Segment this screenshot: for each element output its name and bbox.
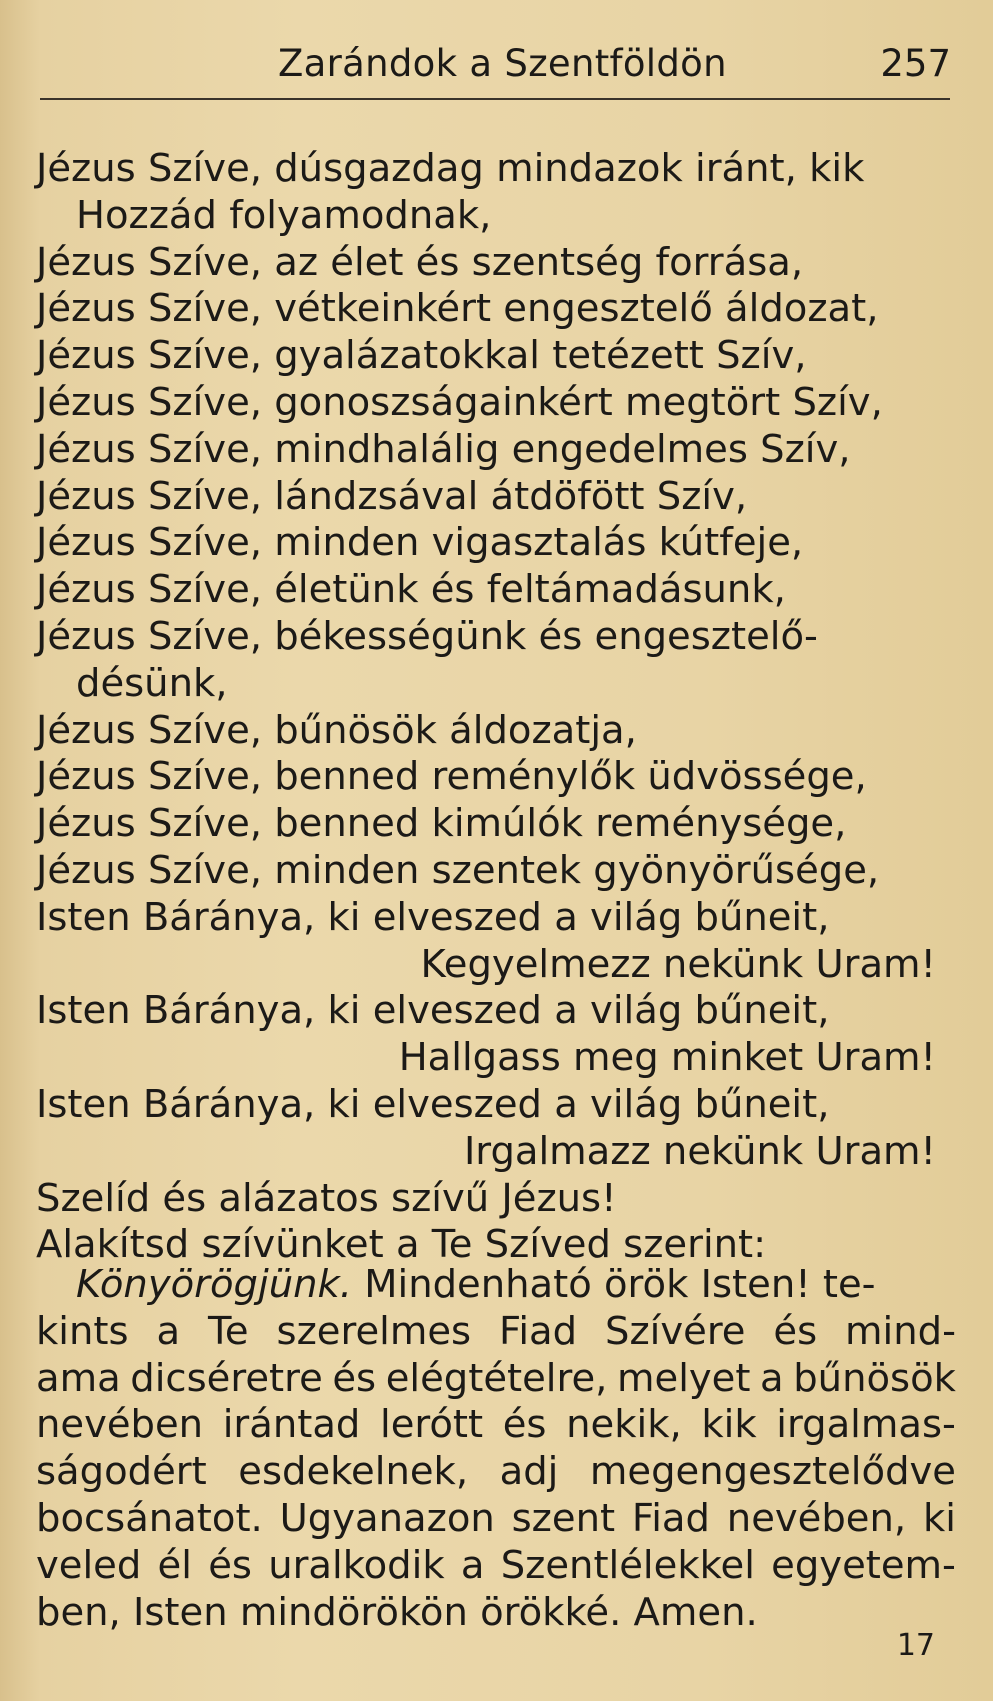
prayer-word: kints [36, 1308, 129, 1354]
prayer-line [36, 1402, 956, 1449]
litany-line: Jézus Szíve, benned kimúlók reménysége, [36, 801, 847, 847]
prayer-word: Szentlélekkel [500, 1542, 755, 1588]
prayer-word: irgalmas- [776, 1402, 956, 1448]
prayer-word: veled [36, 1542, 142, 1588]
header-rule [40, 98, 950, 100]
closing-prayer [36, 1262, 956, 1636]
prayer-line [36, 1543, 956, 1590]
litany-line: Jézus Szíve, gonoszságainkért megtört Szív, [36, 379, 883, 425]
litany-text [36, 146, 956, 1269]
litany-line: Alakítsd szívünket a Te Szíved szerint: [36, 1222, 767, 1268]
litany-line: Szelíd és alázatos szívű Jézus! [36, 1175, 617, 1221]
prayer-word: ságodért [36, 1449, 207, 1495]
prayer-line [36, 1356, 956, 1403]
prayer-word: nevében, [726, 1495, 907, 1541]
prayer-word: szerelmes [276, 1308, 472, 1354]
prayer-word: nekik, [566, 1402, 682, 1448]
prayer-word: megengesztelődve [589, 1449, 956, 1495]
prayer-word: és [502, 1402, 547, 1448]
litany-line: Jézus Szíve, gyalázatokkal tetézett Szív, [36, 333, 807, 379]
litany-line: désünk, [76, 660, 228, 706]
prayer-word: Te [207, 1308, 249, 1354]
prayer-line [36, 1262, 956, 1309]
prayer-word: Ugyanazon [279, 1495, 495, 1541]
prayer-word: nevében [36, 1402, 204, 1448]
prayer-word: a [156, 1308, 181, 1354]
litany-line: Jézus Szíve, az élet és szentség forrása, [36, 239, 804, 285]
prayer-word: bűnösök [793, 1355, 956, 1401]
prayer-line [36, 1496, 956, 1543]
prayer-word: bocsánatot. [36, 1495, 263, 1541]
prayer-word: egyetem- [771, 1542, 956, 1588]
prayer-word: ki [922, 1495, 956, 1541]
prayer-heading: Könyörögjünk. [76, 1262, 353, 1307]
running-title: Zarándok a Szentföldön [278, 42, 727, 85]
litany-line: Isten Báránya, ki elveszed a világ bűneit, [36, 1081, 830, 1127]
litany-line: Jézus Szíve, bűnösök áldozatja, [36, 707, 637, 753]
litany-line: Jézus Szíve, minden szentek gyönyörűsége, [36, 847, 880, 893]
litany-response: Hallgass meg minket Uram! [398, 1035, 936, 1081]
litany-line: Jézus Szíve, életünk és feltámadásunk, [36, 567, 786, 613]
prayer-word: Fiad [631, 1495, 710, 1541]
prayer-word: melyet [617, 1355, 751, 1401]
page-number: 257 [880, 42, 951, 85]
page-header [0, 38, 993, 98]
prayer-word: kik [701, 1402, 757, 1448]
litany-line: Isten Báránya, ki elveszed a világ bűneit, [36, 988, 830, 1034]
prayer-word: mind- [845, 1308, 956, 1354]
prayer-word: lerótt [380, 1402, 484, 1448]
litany-line: Isten Báránya, ki elveszed a világ bűneit, [36, 894, 830, 940]
prayer-line [36, 1309, 956, 1356]
litany-line: Jézus Szíve, minden vigasztalás kútfeje, [36, 520, 804, 566]
prayer-word: adj [499, 1449, 559, 1495]
litany-line: Jézus Szíve, dúsgazdag mindazok iránt, kik [36, 146, 865, 191]
prayer-word: irántad [222, 1402, 361, 1448]
litany-line: Jézus Szíve, mindhalálig engedelmes Szív, [36, 426, 851, 472]
prayer-word: esdekelnek, [238, 1449, 469, 1495]
litany-line: Jézus Szíve, benned reménylők üdvössége, [36, 754, 867, 800]
prayer-word: szent [511, 1495, 616, 1541]
prayer-line: ben, Isten mindörökön örökké. Amen. [36, 1589, 758, 1635]
prayer-word: és [208, 1542, 252, 1588]
prayer-word: Szívére [605, 1308, 746, 1354]
litany-response: Irgalmazz nekünk Uram! [463, 1128, 936, 1174]
prayer-text: Mindenható örök Isten! te- [364, 1262, 876, 1307]
prayer-word: a [760, 1355, 784, 1401]
prayer-word: Fiad [499, 1308, 578, 1354]
prayer-line [36, 1449, 956, 1496]
prayer-word: dicséretre [130, 1355, 323, 1401]
litany-line: Jézus Szíve, lándzsával átdöfött Szív, [36, 473, 748, 519]
litany-line: Jézus Szíve, vétkeinkért engesztelő áldozat, [36, 286, 879, 332]
litany-response: Kegyelmezz nekünk Uram! [420, 941, 936, 987]
prayer-word: uralkodik [268, 1542, 445, 1588]
prayer-word: él [157, 1542, 192, 1588]
litany-line: Jézus Szíve, békességünk és engesztelő- [36, 613, 818, 659]
prayer-word: elégtételre, [385, 1355, 608, 1401]
prayer-word: a [460, 1542, 485, 1588]
prayer-word: és [773, 1308, 818, 1354]
prayer-word: ama [36, 1355, 121, 1401]
litany-line: Hozzád folyamodnak, [76, 192, 492, 238]
prayer-word: és [332, 1355, 377, 1401]
printer-signature-mark: 17 [896, 1628, 935, 1663]
